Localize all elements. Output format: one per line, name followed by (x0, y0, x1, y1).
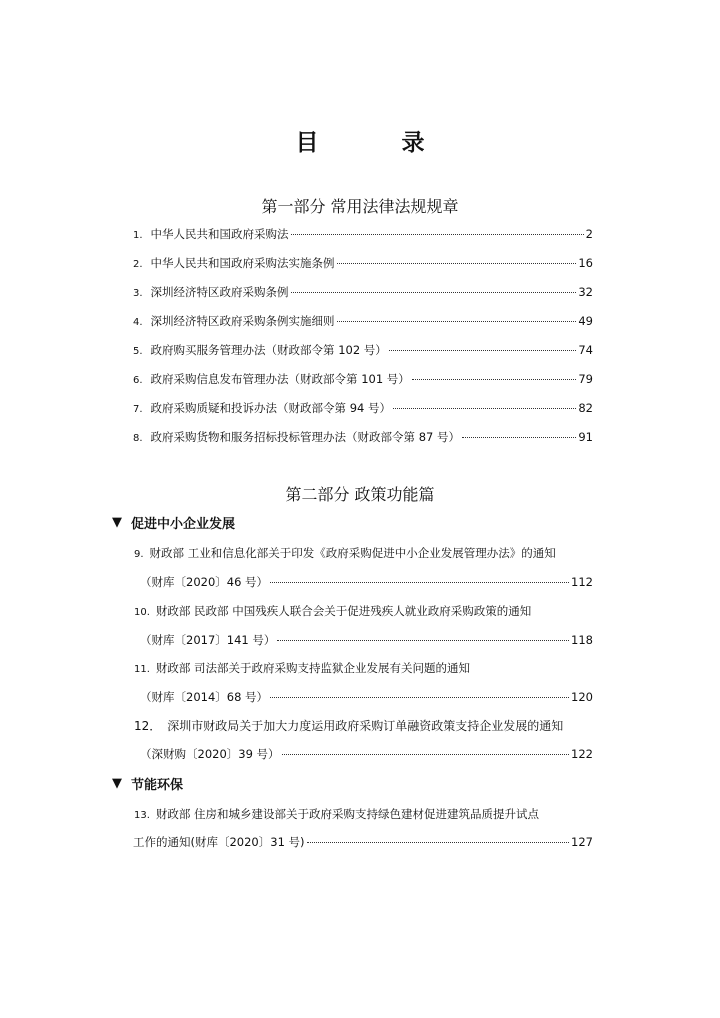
item-title: 政府采购货物和服务招标投标管理办法（财政部令第 87 号） (150, 430, 460, 444)
toc-item-10-title[interactable] (134, 603, 531, 619)
item-page: 74 (578, 343, 593, 357)
item-number: 2. (133, 259, 143, 270)
item-page: 122 (571, 747, 593, 761)
item-title: 中华人民共和国政府采购法 (150, 227, 289, 241)
item-page: 2 (585, 227, 593, 241)
part2-title: 第二部分 政策功能篇 (285, 485, 435, 504)
item-number: 13. (134, 810, 150, 821)
section-heading-label: 节能环保 (131, 778, 184, 793)
item-doc-number: （深财购〔2020〕39 号） (140, 747, 280, 761)
toc-item-13-title[interactable] (134, 806, 539, 822)
page-title: 目 录 (295, 130, 455, 156)
toc-item-9-title[interactable] (134, 545, 556, 561)
dot-leader (291, 292, 577, 293)
triangle-down-icon: ▼ (112, 515, 122, 530)
item-title: 深圳经济特区政府采购条例实施细则 (150, 314, 335, 328)
toc-item-5[interactable] (133, 342, 593, 358)
item-title: 中华人民共和国政府采购法实施条例 (150, 256, 335, 270)
toc-item-7[interactable] (133, 400, 593, 416)
item-page: 91 (578, 430, 593, 444)
item-doc-number: （财库〔2020〕46 号） (140, 575, 269, 589)
item-number: 8. (133, 433, 143, 444)
dot-leader (337, 263, 577, 264)
item-page: 16 (578, 256, 593, 270)
toc-item-13-ref[interactable] (133, 834, 593, 850)
triangle-down-icon: ▼ (112, 776, 122, 791)
toc-item-11-title[interactable] (134, 660, 470, 676)
toc-item-12-title[interactable] (134, 717, 563, 734)
toc-item-1[interactable] (133, 226, 593, 242)
item-page: 32 (578, 285, 593, 299)
toc-item-3[interactable] (133, 284, 593, 300)
item-page: 49 (578, 314, 593, 328)
item-doc-number: （财库〔2014〕68 号） (140, 690, 269, 704)
item-page: 112 (571, 575, 593, 589)
item-number: 7. (133, 404, 143, 415)
item-title: 深圳经济特区政府采购条例 (150, 285, 289, 299)
item-title: 政府采购信息发布管理办法（财政部令第 101 号） (150, 372, 410, 386)
item-title: 财政部 民政部 中国残疾人联合会关于促进残疾人就业政府采购政策的通知 (155, 604, 532, 618)
item-title: 财政部 住房和城乡建设部关于政府采购支持绿色建材促进建筑品质提升试点 (155, 807, 540, 821)
dot-leader (337, 321, 577, 322)
dot-leader (393, 408, 576, 409)
item-number: 6. (133, 375, 143, 386)
toc-item-11-ref[interactable] (140, 689, 593, 705)
item-number: 1. (133, 230, 143, 241)
part1-title: 第一部分 常用法律法规规章 (261, 197, 459, 216)
item-number: 4. (133, 317, 143, 328)
item-page: 120 (571, 690, 593, 704)
toc-item-12-ref[interactable] (140, 746, 593, 762)
item-page: 118 (571, 633, 593, 647)
toc-item-6[interactable] (133, 371, 593, 387)
toc-item-4[interactable] (133, 313, 593, 329)
dot-leader (307, 842, 570, 843)
dot-leader (270, 697, 569, 698)
section-heading-energy (112, 774, 183, 793)
toc-item-8[interactable] (133, 429, 593, 445)
dot-leader (277, 640, 569, 641)
item-page: 127 (571, 835, 593, 849)
item-title: 政府采购质疑和投诉办法（财政部令第 94 号） (150, 401, 391, 415)
dot-leader (282, 754, 569, 755)
toc-item-10-ref[interactable] (140, 632, 593, 648)
dot-leader (412, 379, 577, 380)
item-title: 财政部 司法部关于政府采购支持监狱企业发展有关问题的通知 (155, 661, 471, 675)
dot-leader (462, 437, 576, 438)
item-number: 12． (134, 719, 162, 733)
item-number: 5. (133, 346, 143, 357)
item-page: 79 (578, 372, 593, 386)
toc-item-9-ref[interactable] (140, 574, 593, 590)
item-title: 深圳市财政局关于加大力度运用政府采购订单融资政策支持企业发展的通知 (167, 719, 564, 733)
item-page: 82 (578, 401, 593, 415)
item-number: 9. (134, 549, 144, 560)
item-number: 10. (134, 607, 150, 618)
item-number: 11. (134, 664, 150, 675)
item-title: 政府购买服务管理办法（财政部令第 102 号） (150, 343, 387, 357)
item-title: 财政部 工业和信息化部关于印发《政府采购促进中小企业发展管理办法》的通知 (149, 546, 556, 560)
item-doc-number: 工作的通知(财库〔2020〕31 号) (133, 835, 305, 849)
item-doc-number: （财库〔2017〕141 号） (140, 633, 276, 647)
dot-leader (389, 350, 577, 351)
section-heading-sme (112, 513, 235, 532)
dot-leader (291, 234, 584, 235)
toc-item-2[interactable] (133, 255, 593, 271)
section-heading-label: 促进中小企业发展 (131, 517, 236, 532)
dot-leader (270, 582, 569, 583)
item-number: 3. (133, 288, 143, 299)
